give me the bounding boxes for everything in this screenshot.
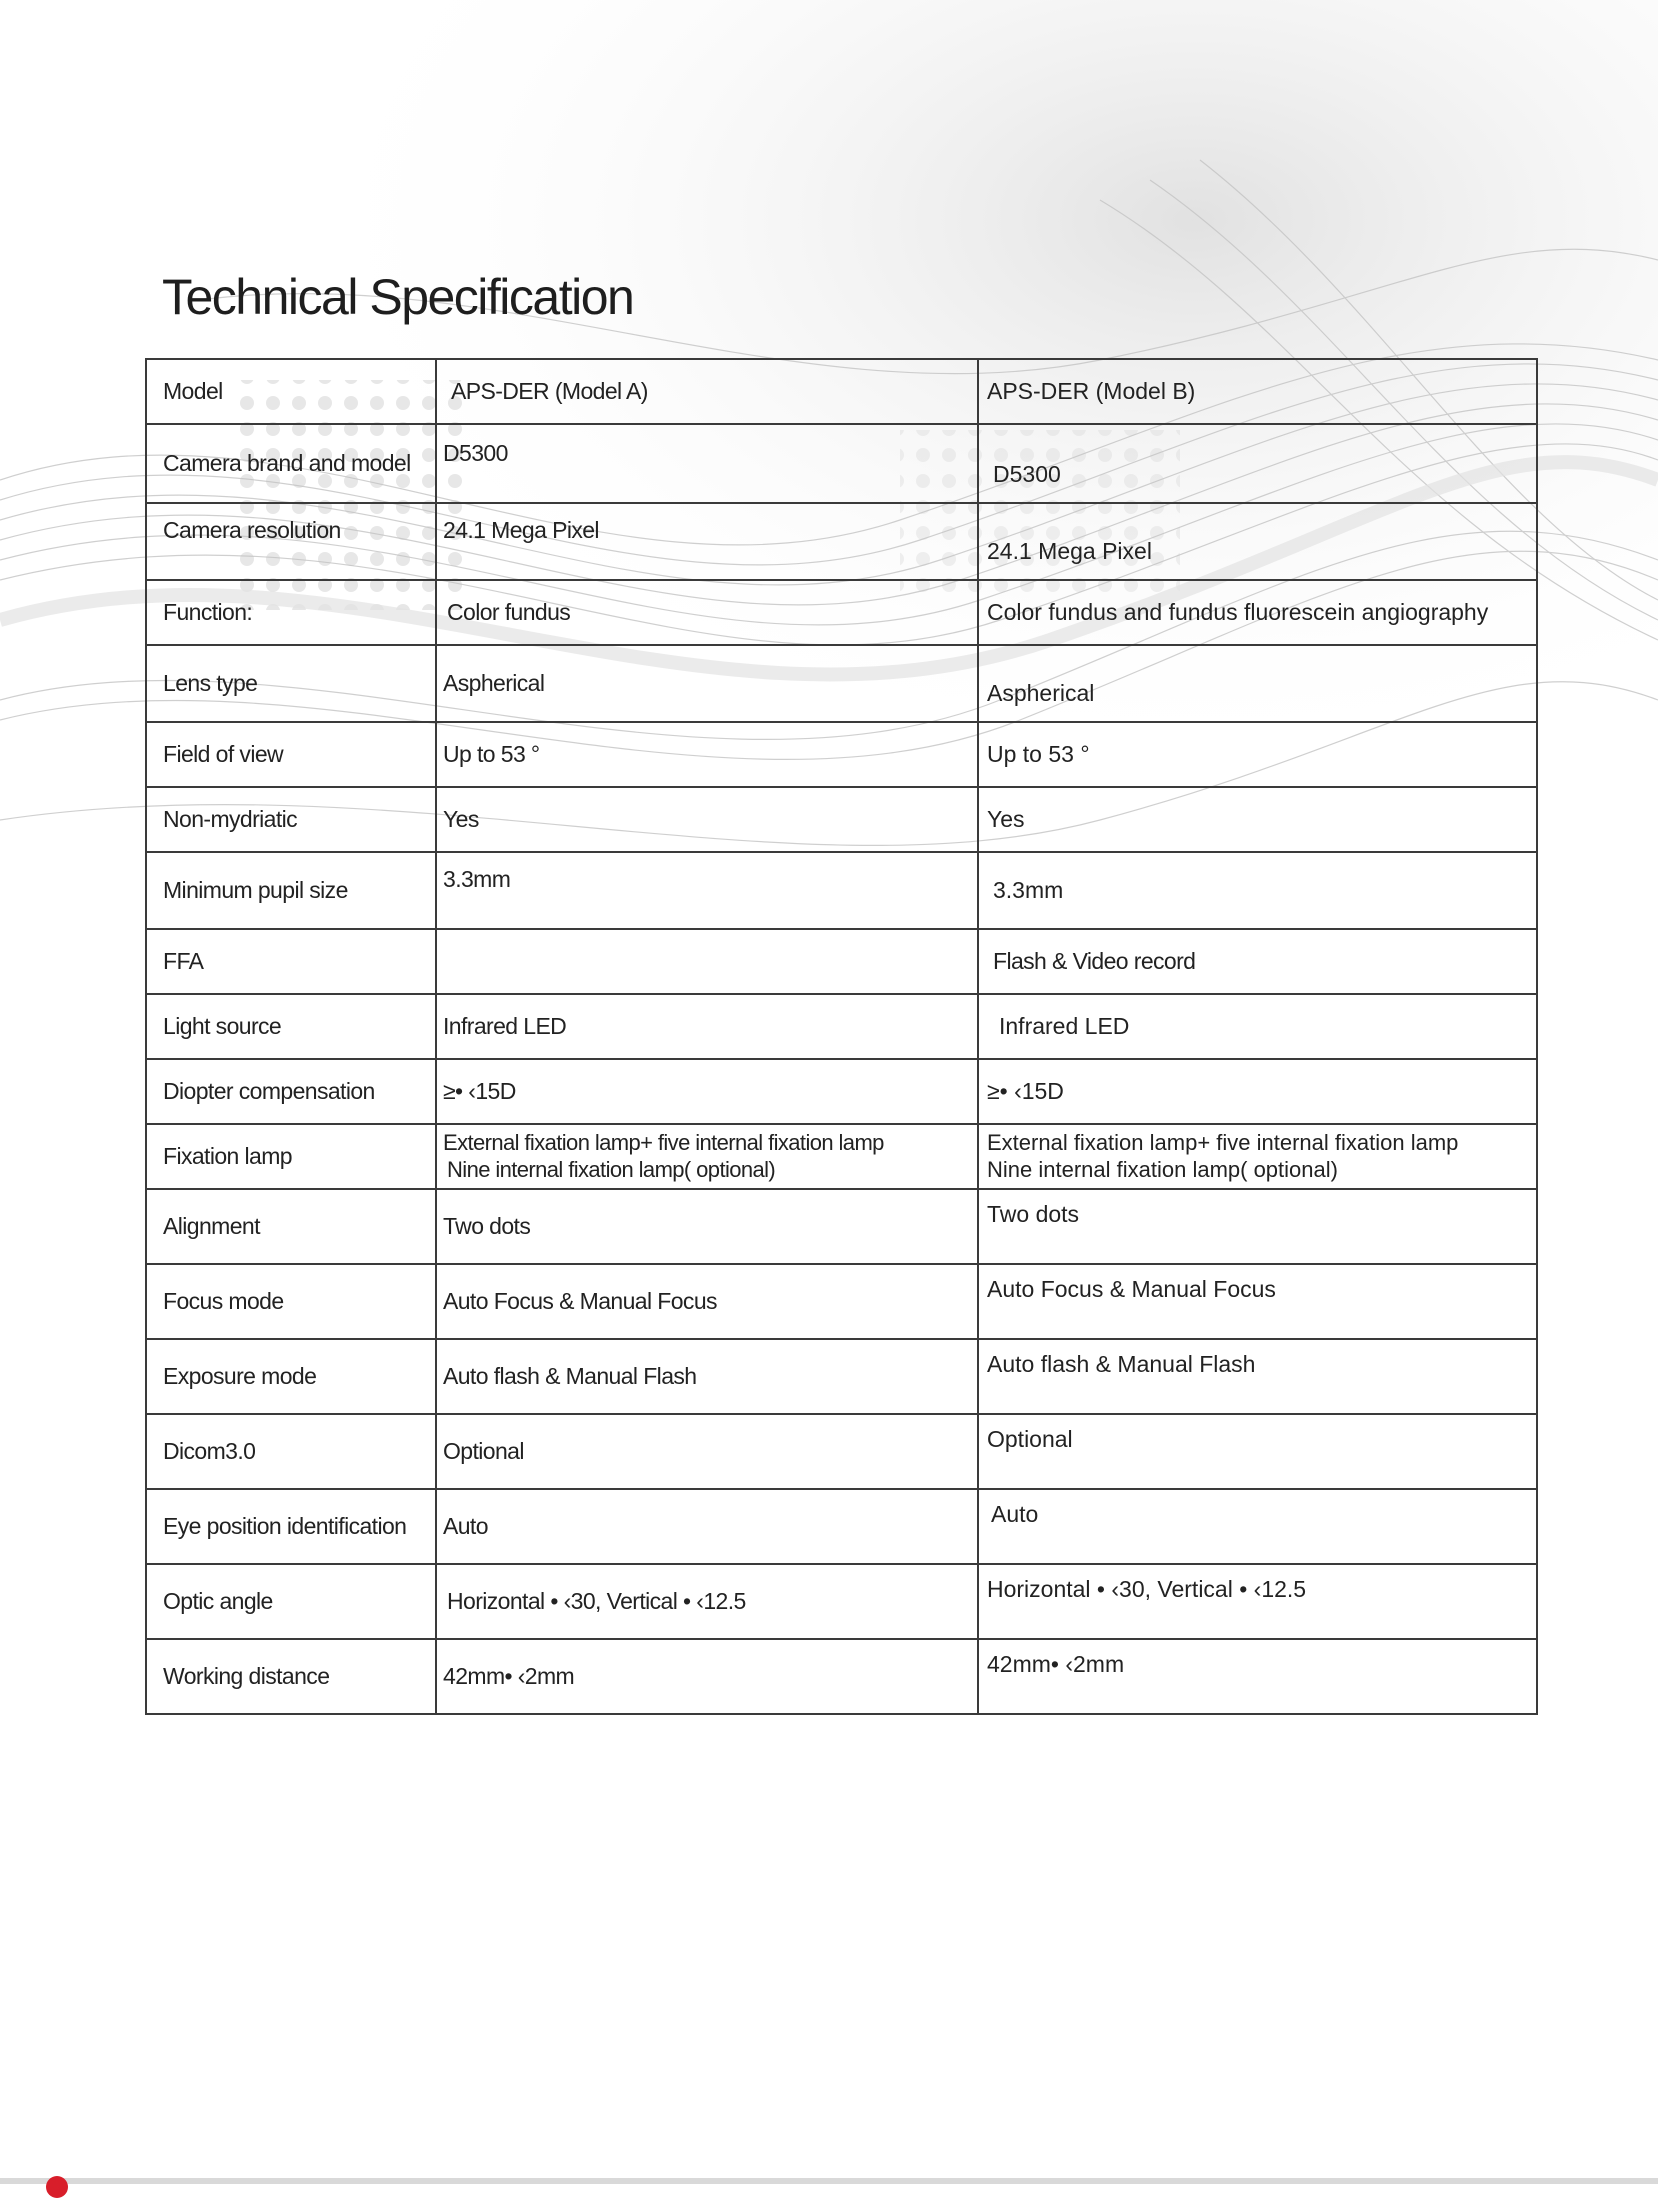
table-row bbox=[146, 359, 1537, 424]
table-row bbox=[146, 580, 1537, 645]
cell-text: Horizontal • ‹30, Vertical • ‹12.5 bbox=[447, 1587, 746, 1614]
model-a-value bbox=[436, 1124, 978, 1189]
model-b-value bbox=[978, 424, 1537, 503]
cell-text: Auto Focus & Manual Focus bbox=[987, 1276, 1276, 1302]
cell-text: Auto Focus & Manual Focus bbox=[443, 1287, 717, 1314]
model-b-value bbox=[978, 722, 1537, 787]
model-a-value bbox=[436, 852, 978, 929]
model-a-value bbox=[436, 722, 978, 787]
cell-text: Infrared LED bbox=[443, 1012, 567, 1039]
table-row bbox=[146, 503, 1537, 580]
table-row bbox=[146, 1059, 1537, 1124]
model-b-value bbox=[978, 852, 1537, 929]
spec-label: Non-mydriatic bbox=[146, 787, 436, 852]
cell-text: Infrared LED bbox=[999, 1012, 1130, 1039]
spec-label: Focus mode bbox=[146, 1264, 436, 1339]
cell-text: Yes bbox=[987, 805, 1025, 832]
table-row bbox=[146, 1339, 1537, 1414]
cell-text: Nine internal fixation lamp( optional) bbox=[987, 1156, 1338, 1182]
model-b-value bbox=[978, 1639, 1537, 1714]
model-a-value bbox=[436, 1414, 978, 1489]
cell-text: Up to 53 ° bbox=[443, 740, 540, 767]
spec-label: Field of view bbox=[146, 722, 436, 787]
cell-text: Up to 53 ° bbox=[987, 740, 1090, 767]
cell-text: Horizontal • ‹30, Vertical • ‹12.5 bbox=[987, 1576, 1307, 1602]
model-a-value bbox=[436, 580, 978, 645]
spec-label: Working distance bbox=[146, 1639, 436, 1714]
cell-text: Aspherical bbox=[443, 669, 545, 696]
cell-text: ≥• ‹15D bbox=[987, 1077, 1064, 1104]
model-b-value bbox=[978, 1339, 1537, 1414]
model-a-value bbox=[436, 994, 978, 1059]
model-a-value bbox=[436, 929, 978, 994]
model-a-value bbox=[436, 787, 978, 852]
table-row bbox=[146, 645, 1537, 722]
spec-label: Camera brand and model bbox=[146, 424, 436, 503]
model-a-value bbox=[436, 503, 978, 580]
model-b-value bbox=[978, 994, 1537, 1059]
spec-label: Minimum pupil size bbox=[146, 852, 436, 929]
cell-text: 24.1 Mega Pixel bbox=[987, 538, 1152, 565]
cell-text: ≥• ‹15D bbox=[443, 1077, 516, 1104]
cell-text: Nine internal fixation lamp( optional) bbox=[447, 1156, 776, 1182]
spec-label: Eye position identification bbox=[146, 1489, 436, 1564]
model-a-value bbox=[436, 1564, 978, 1639]
footer-bar bbox=[0, 2178, 1658, 2184]
spec-label: Lens type bbox=[146, 645, 436, 722]
spec-label: Function: bbox=[146, 580, 436, 645]
model-a-value bbox=[436, 424, 978, 503]
model-b-value bbox=[978, 1059, 1537, 1124]
cell-text: D5300 bbox=[993, 461, 1061, 488]
table-row bbox=[146, 1264, 1537, 1339]
cell-text: Two dots bbox=[443, 1212, 531, 1239]
table-row bbox=[146, 1414, 1537, 1489]
cell-text: APS-DER (Model A) bbox=[451, 377, 648, 404]
table-row bbox=[146, 787, 1537, 852]
table-row bbox=[146, 1489, 1537, 1564]
model-a-value bbox=[436, 1639, 978, 1714]
model-b-value bbox=[978, 929, 1537, 994]
model-a-value bbox=[436, 1264, 978, 1339]
spec-label: Fixation lamp bbox=[146, 1124, 436, 1189]
spec-label: FFA bbox=[146, 929, 436, 994]
model-b-value bbox=[978, 580, 1537, 645]
cell-text: Auto flash & Manual Flash bbox=[443, 1362, 697, 1389]
cell-text: 42mm• ‹2mm bbox=[443, 1662, 575, 1689]
table-row bbox=[146, 1124, 1537, 1189]
cell-text: External fixation lamp+ five internal fixation lamp bbox=[987, 1130, 1459, 1156]
cell-text: 3.3mm bbox=[443, 866, 511, 892]
spec-table bbox=[145, 358, 1538, 1715]
spec-label: Light source bbox=[146, 994, 436, 1059]
model-b-value bbox=[978, 1564, 1537, 1639]
cell-text: D5300 bbox=[443, 440, 508, 466]
cell-text: Color fundus and fundus fluorescein angiography bbox=[987, 598, 1489, 625]
model-b-value bbox=[978, 1189, 1537, 1264]
page-title: Technical Specification bbox=[162, 269, 634, 325]
cell-text: Color fundus bbox=[447, 598, 571, 625]
model-b-value bbox=[978, 787, 1537, 852]
model-a-value bbox=[436, 1489, 978, 1564]
spec-label: Exposure mode bbox=[146, 1339, 436, 1414]
red-dot-icon bbox=[46, 2176, 68, 2198]
cell-text: Auto bbox=[443, 1512, 488, 1539]
spec-label: Model bbox=[146, 359, 436, 424]
table-row bbox=[146, 852, 1537, 929]
model-a-value bbox=[436, 1059, 978, 1124]
cell-text: Two dots bbox=[987, 1201, 1080, 1227]
table-row bbox=[146, 424, 1537, 503]
model-b-value bbox=[978, 1489, 1537, 1564]
cell-text: Auto bbox=[991, 1501, 1039, 1527]
cell-text: External fixation lamp+ five internal fixation lamp bbox=[443, 1130, 884, 1156]
table-row bbox=[146, 994, 1537, 1059]
table-row bbox=[146, 1639, 1537, 1714]
model-a-value bbox=[436, 645, 978, 722]
spec-label: Camera resolution bbox=[146, 503, 436, 580]
cell-text: 42mm• ‹2mm bbox=[987, 1651, 1125, 1677]
model-a-value bbox=[436, 1339, 978, 1414]
cell-text: Optional bbox=[443, 1437, 524, 1464]
cell-text: Yes bbox=[443, 805, 479, 832]
cell-text: Optional bbox=[987, 1426, 1073, 1452]
spec-label: Alignment bbox=[146, 1189, 436, 1264]
table-row bbox=[146, 1189, 1537, 1264]
cell-text: 24.1 Mega Pixel bbox=[443, 517, 599, 543]
model-b-value bbox=[978, 645, 1537, 722]
spec-label: Dicom3.0 bbox=[146, 1414, 436, 1489]
model-b-value bbox=[978, 1124, 1537, 1189]
table-row bbox=[146, 929, 1537, 994]
spec-label: Diopter compensation bbox=[146, 1059, 436, 1124]
cell-text: Auto flash & Manual Flash bbox=[987, 1351, 1256, 1377]
spec-label: Optic angle bbox=[146, 1564, 436, 1639]
cell-text: 3.3mm bbox=[993, 876, 1064, 903]
table-row bbox=[146, 722, 1537, 787]
table-row bbox=[146, 1564, 1537, 1639]
model-a-value bbox=[436, 359, 978, 424]
model-b-value bbox=[978, 1414, 1537, 1489]
model-b-value bbox=[978, 1264, 1537, 1339]
cell-text: Flash & Video record bbox=[993, 947, 1196, 974]
cell-text: Aspherical bbox=[987, 680, 1095, 707]
model-b-value bbox=[978, 503, 1537, 580]
cell-text: APS-DER (Model B) bbox=[987, 377, 1196, 404]
model-a-value bbox=[436, 1189, 978, 1264]
model-b-value bbox=[978, 359, 1537, 424]
